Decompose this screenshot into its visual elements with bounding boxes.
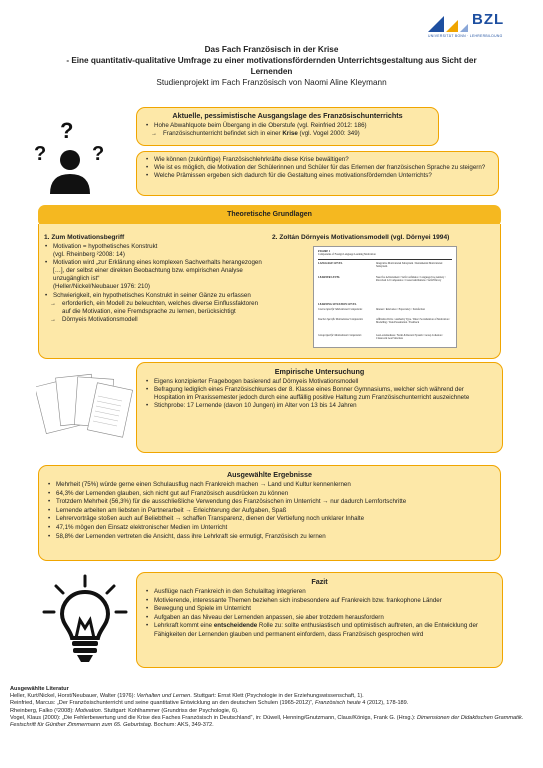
figure-row: LEARNING SITUATION LEVEL	[318, 302, 357, 306]
theory-item-5: → Dörnyeis Motivationsmodell	[44, 316, 264, 324]
theory-item-3: • Schwierigkeit, ein hypothetisches Konstrukt in seiner Gänze zu erfassen	[44, 292, 264, 300]
results-box	[38, 465, 501, 561]
figure-label: FIGURE 1	[318, 250, 331, 253]
person-question-icon	[30, 116, 110, 198]
results-title: Ausgewählte Ergebnisse	[226, 470, 313, 479]
col2-title: 2. Zoltán Dörnyeis Motivationsmodell (vgl. Dörnyei 1994)	[272, 234, 450, 241]
theory-bar-label: Theoretische Grundlagen	[227, 211, 312, 218]
logo-tagline: UNIVERSITÄT BONN · LEHRERBILDUNG	[428, 34, 503, 38]
result-item: • Lernende arbeiten am liebsten in Partnerarbeit → Erleichterung der Aufgaben, Spaß	[47, 507, 492, 516]
questionnaire-sheets-icon	[36, 368, 134, 448]
reference-item: Reinfried, Marcus: „Der Französischunterricht und seine quantitative Entwicklung an den deutschen Schulen (1965-2012)“, Französisch heute 4 (2012), 178-189.	[10, 700, 409, 707]
result-item: • 47,1% mögen den Einsatz elektronischer Medien im Unterricht	[47, 524, 492, 533]
result-item: • 58,8% der Lernenden vertreten die Ansicht, dass ihre Lehrkraft sie ermutigt, Französisch zu lernen	[47, 533, 492, 542]
title-line-2: - Eine quantitativ-qualitative Umfrage zu einer motivationsfördernden Unterrichtsgestaltung aus Sicht der	[66, 56, 477, 65]
theory-item-2-ref: (Heller/Nickel/Neubauer 1976: 210)	[53, 283, 150, 291]
svg-text:?: ?	[60, 118, 74, 143]
doernyei-model-figure	[313, 246, 457, 348]
title-line-1: Das Fach Französisch in der Krise	[204, 45, 339, 54]
svg-text:?: ?	[92, 143, 105, 165]
title-line-3: Lernenden	[250, 67, 293, 76]
conclusion-item-last: • Lehrkraft kommt eine entscheidende Rolle zu: sollte enthusiastisch und optimistisch auftreten, an die Entwicklung der Fähigkeiten der Lernenden glauben und permanent einfordern, dass Französisch gesprochen wird	[145, 622, 494, 639]
question-3: • Welche Prämissen ergeben sich dadurch für die Gestaltung eines motivationsfördernden Unterrichts?	[145, 172, 490, 180]
result-item: • Trotzdem Mehrheit (56,3%) für die ausschließliche Verwendung des Französischen im Unterricht → nur dadurch Lernfortschritte	[47, 498, 492, 507]
poster-title	[30, 44, 513, 88]
col1-title: 1. Zum Motivationsbegriff	[44, 234, 125, 241]
references	[10, 686, 533, 729]
figure-row: Group-Specific Motivational Components Goal-orientedness / Norm & Reward System / Group Cohesion / Classroom Goal Structure	[318, 333, 444, 341]
motivation-concept-column	[44, 234, 264, 324]
figure-row: LEARNER LEVEL Need for Achievement / Self-Confidence / Language Use Anxiety / Perceived L2 Competence / Causal Attributions / Self-Efficacy	[318, 275, 446, 283]
reference-item: Vogel, Klaus (2000): „Die Fehlerbewertung und die Krise des Faches Französisch in Deutschland“, in: Düwell, Henning/Gnutzmann, Claus/Königs, Frank G. (Hrsg.): Dimensionen der Didaktischen Grammatik. Festschrift für Günther Zimmermann zum 65. Geburtstag. Bochum: AKS, 349-372.	[10, 714, 524, 729]
conclusion-title: Fazit	[311, 577, 328, 586]
figure-row: Course-Specific Motivational Components Interest / Relevance / Expectancy / Satisfaction	[318, 307, 425, 311]
empirical-item-3: • Stichprobe: 17 Lernende (davon 10 Jungen) im Alter von 13 bis 14 Jahren	[145, 402, 494, 410]
theory-item-2: • Motivation wird „zur Erklärung eines komplexen Sachverhalts herangezogen […], der selbst einer direkten Beobachtung bzw. empirischen Analyse unzugänglich ist“	[44, 259, 264, 283]
svg-text:?: ?	[34, 143, 47, 165]
conclusion-box	[136, 572, 503, 668]
theory-item-4: → erforderlich, ein Modell zu beleuchten, welches diverse Einflussfaktoren auf die Motivation, eine Fremdsprache zu lernen, berücksichtigt	[44, 300, 264, 316]
references-heading: Ausgewählte Literatur	[10, 686, 69, 692]
empirical-item-2: • Befragung lediglich eines Französischkurses der 8. Klasse eines Bonner Gymnasiums, welcher sich während der Hospitation im Praxissemester jedoch durch eine auffällig positive Haltung zum Französischunterricht auszeichnete	[145, 386, 494, 402]
situation-item-1: • Hohe Abwahlquote beim Übergang in die Oberstufe (vgl. Reinfried 2012: 186)	[145, 122, 430, 130]
figure-row: LANGUAGE LEVEL Integrative Motivational Subsystem / Instrumental Motivational Subsystem	[318, 261, 443, 269]
conclusion-item: • Aufgaben an das Niveau der Lernenden anpassen, sie aber trotzdem herausfordern	[145, 614, 494, 623]
reference-item: Heller, Kurt/Nickel, Horst/Neubauer, Walter (1976): Verhalten und Lernen. Stuttgart: Ernst Klett (Psychologie in der Erziehungswissenschaft, 1).	[10, 693, 364, 700]
logo-text: BZL	[472, 11, 505, 28]
figure-caption: Components of Foreign Language Learning Motivation	[318, 253, 376, 257]
lightbulb-icon	[40, 574, 130, 666]
result-item: • 64,3% der Lernenden glauben, sich nicht gut auf Französisch ausdrücken zu können	[47, 490, 492, 499]
result-item: • Lehrervorträge stoßen auch auf Beliebtheit → schaffen Transparenz, dienen der Vertiefung noch unklarer Inhalte	[47, 515, 492, 524]
figure-row: Teacher-Specific Motivational Components Affiliative Drive / Authority Type / Direct Socialization of Motivation / Modelling / Task Presentation / Feedback	[318, 317, 451, 325]
conclusion-item: • Ausflüge nach Frankreich in den Schulalltag integrieren	[145, 588, 494, 597]
figure-table	[318, 259, 452, 344]
author-line: Studienprojekt im Fach Französisch von Naomi Aline Kleymann	[156, 78, 387, 87]
empirical-item-1: • Eigens konzipierter Fragebogen basierend auf Dörnyeis Motivationsmodell	[145, 378, 494, 386]
theory-item-1: • Motivation = hypothetisches Konstrukt	[44, 243, 264, 251]
situation-box	[136, 107, 439, 146]
logo-mark-icon	[428, 12, 468, 34]
questions-box	[136, 151, 499, 196]
question-1: • Wie können (zukünftige) Französischlehrkräfte diese Krise bewältigen?	[145, 156, 490, 164]
bzl-logo	[428, 10, 532, 40]
theory-item-1-ref: (vgl. Rheinberg ²2008: 14)	[53, 251, 125, 259]
conclusion-item: • Bewegung und Spiele im Unterricht	[145, 605, 494, 614]
conclusion-item: • Motivierende, interessante Themen beziehen sich insbesondere auf Frankreich bzw. frankophone Länder	[145, 597, 494, 606]
situation-title: Aktuelle, pessimistische Ausgangslage des Französischunterrichts	[172, 111, 403, 120]
situation-item-2: → Französischunterricht befindet sich in einer Krise (vgl. Vogel 2000: 349)	[145, 130, 430, 138]
empirical-box	[136, 362, 503, 453]
result-item: • Mehrheit (75%) würde gerne einen Schulausflug nach Frankreich machen → Land und Kultur kennenlernen	[47, 481, 492, 490]
empirical-title: Empirische Untersuchung	[274, 367, 365, 376]
question-2: • Wie ist es möglich, die Motivation der Schülerinnen und Schüler für das Erlernen der französischen Sprache zu steigern?	[145, 164, 490, 172]
reference-item: Rheinberg, Falko (²2008): Motivation. Stuttgart: Kohlhammer (Grundriss der Psychologie, 6).	[10, 707, 239, 714]
